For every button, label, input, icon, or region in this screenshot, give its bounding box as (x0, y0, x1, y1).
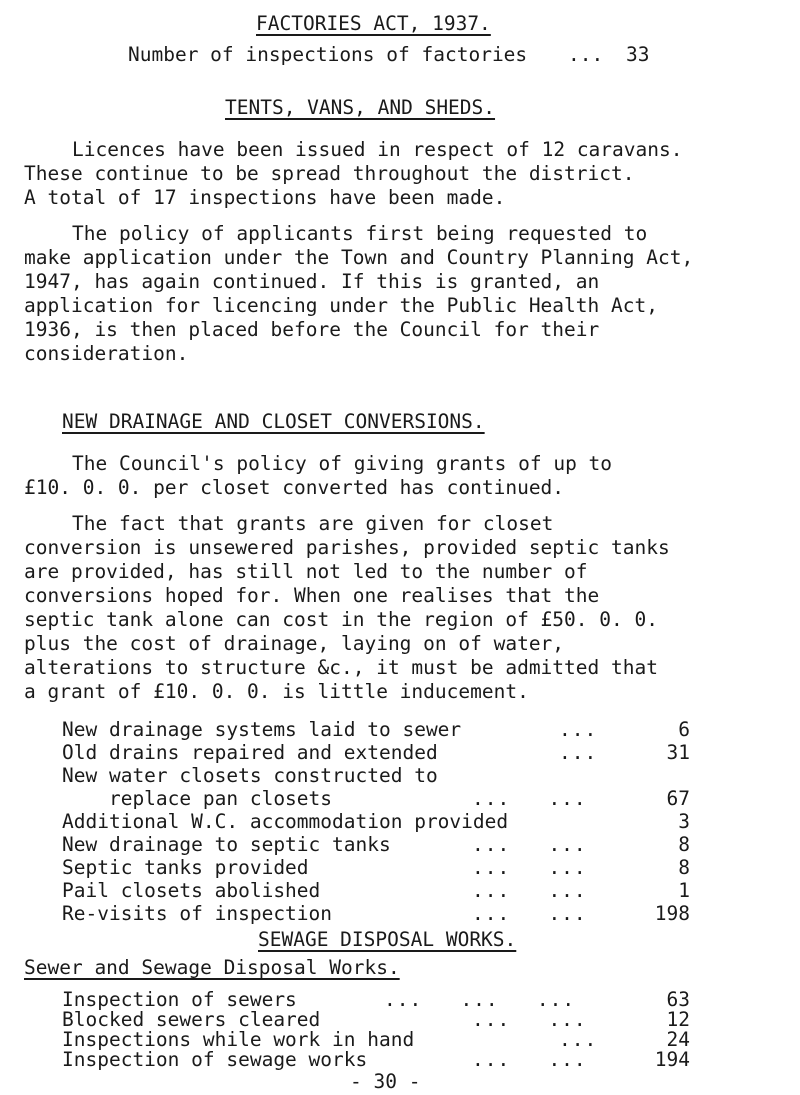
sewage-subheading: Sewer and Sewage Disposal Works. (24, 956, 400, 979)
text-line: conversion is unsewered parishes, provided septic tanks (24, 536, 670, 559)
stat-value: 8 (678, 856, 690, 879)
stat-dots: ... ... (472, 1008, 587, 1031)
stat-label: Old drains repaired and extended (62, 741, 438, 764)
stat-label: New drainage systems laid to sewer (62, 718, 462, 741)
text-line: make application under the Town and Country Planning Act, (24, 246, 694, 269)
stat-label: New water closets constructed to (62, 764, 438, 787)
text-line: a grant of £10. 0. 0. is little inducement. (24, 680, 529, 703)
text-line: septic tank alone can cost in the region of £50. 0. 0. (24, 608, 658, 631)
stat-value: 6 (678, 718, 690, 741)
text-line: £10. 0. 0. per closet converted has continued. (24, 476, 565, 499)
stat-value: 63 (666, 988, 690, 1011)
text-line: alterations to structure &c., it must be admitted that (24, 656, 658, 679)
stat-label: New drainage to septic tanks (62, 833, 391, 856)
text-line: A total of 17 inspections have been made. (24, 186, 506, 209)
stat-label: Pail closets abolished (62, 879, 321, 902)
text-line: The fact that grants are given for closet (72, 512, 554, 535)
tents-paragraph-1 (24, 138, 794, 210)
factories-dots: ... (568, 43, 604, 66)
text-line: consideration. (24, 342, 189, 365)
factories-inspections-value: 33 (626, 43, 650, 66)
stat-label: Inspection of sewage works (62, 1048, 368, 1071)
stat-dots: ... ... (472, 833, 587, 856)
tents-paragraph-2 (24, 222, 794, 366)
stat-dots: ... ... (472, 787, 587, 810)
stat-dots: ... (559, 741, 598, 764)
text-line: Licences have been issued in respect of 12 caravans. (72, 138, 683, 161)
stat-dots: ... ... ... (384, 988, 576, 1011)
stat-label: Inspection of sewers (62, 988, 297, 1011)
stat-dots: ... ... (472, 879, 587, 902)
stat-label: Inspections while work in hand (62, 1028, 415, 1051)
tents-heading: TENTS, VANS, AND SHEDS. (225, 96, 496, 119)
drainage-paragraph-2 (24, 512, 794, 704)
text-line: conversions hoped for. When one realises that the (24, 584, 600, 607)
drainage-paragraph-1 (24, 452, 794, 500)
stat-dots: ... ... (472, 902, 587, 925)
stat-dots: ... ... (472, 1048, 587, 1071)
stat-dots: ... (559, 1028, 598, 1051)
stat-value: 12 (666, 1008, 690, 1031)
text-line: The Council's policy of giving grants of up to (72, 452, 613, 475)
stat-value: 198 (654, 902, 690, 925)
stat-value: 1 (678, 879, 690, 902)
stat-label: Additional W.C. accommodation provided (62, 810, 509, 833)
stat-label: Re-visits of inspection (62, 902, 333, 925)
stat-value: 24 (666, 1028, 690, 1051)
text-line: plus the cost of drainage, laying on of water, (24, 632, 565, 655)
text-line: 1947, has again continued. If this is granted, an (24, 270, 600, 293)
stat-value: 67 (666, 787, 690, 810)
stat-dots: ... ... (472, 856, 587, 879)
stat-value: 3 (678, 810, 690, 833)
text-line: 1936, is then placed before the Council for their (24, 318, 600, 341)
page-number: - 30 - (350, 1070, 421, 1093)
sewage-heading: SEWAGE DISPOSAL WORKS. (258, 928, 517, 951)
drainage-heading: NEW DRAINAGE AND CLOSET CONVERSIONS. (62, 410, 485, 433)
text-line: application for licencing under the Public Health Act, (24, 294, 658, 317)
stat-label: Blocked sewers cleared (62, 1008, 321, 1031)
stat-dots: ... (559, 718, 598, 741)
stat-value: 31 (666, 741, 690, 764)
factories-inspections-label: Number of inspections of factories (128, 43, 528, 66)
stat-value: 194 (654, 1048, 690, 1071)
text-line: are provided, has still not led to the number of (24, 560, 588, 583)
text-line: These continue to be spread throughout the district. (24, 162, 635, 185)
factories-heading: FACTORIES ACT, 1937. (256, 12, 491, 35)
stat-label: replace pan closets (62, 787, 333, 810)
text-line: The policy of applicants first being requested to (72, 222, 648, 245)
stat-value: 8 (678, 833, 690, 856)
stat-label: Septic tanks provided (62, 856, 309, 879)
